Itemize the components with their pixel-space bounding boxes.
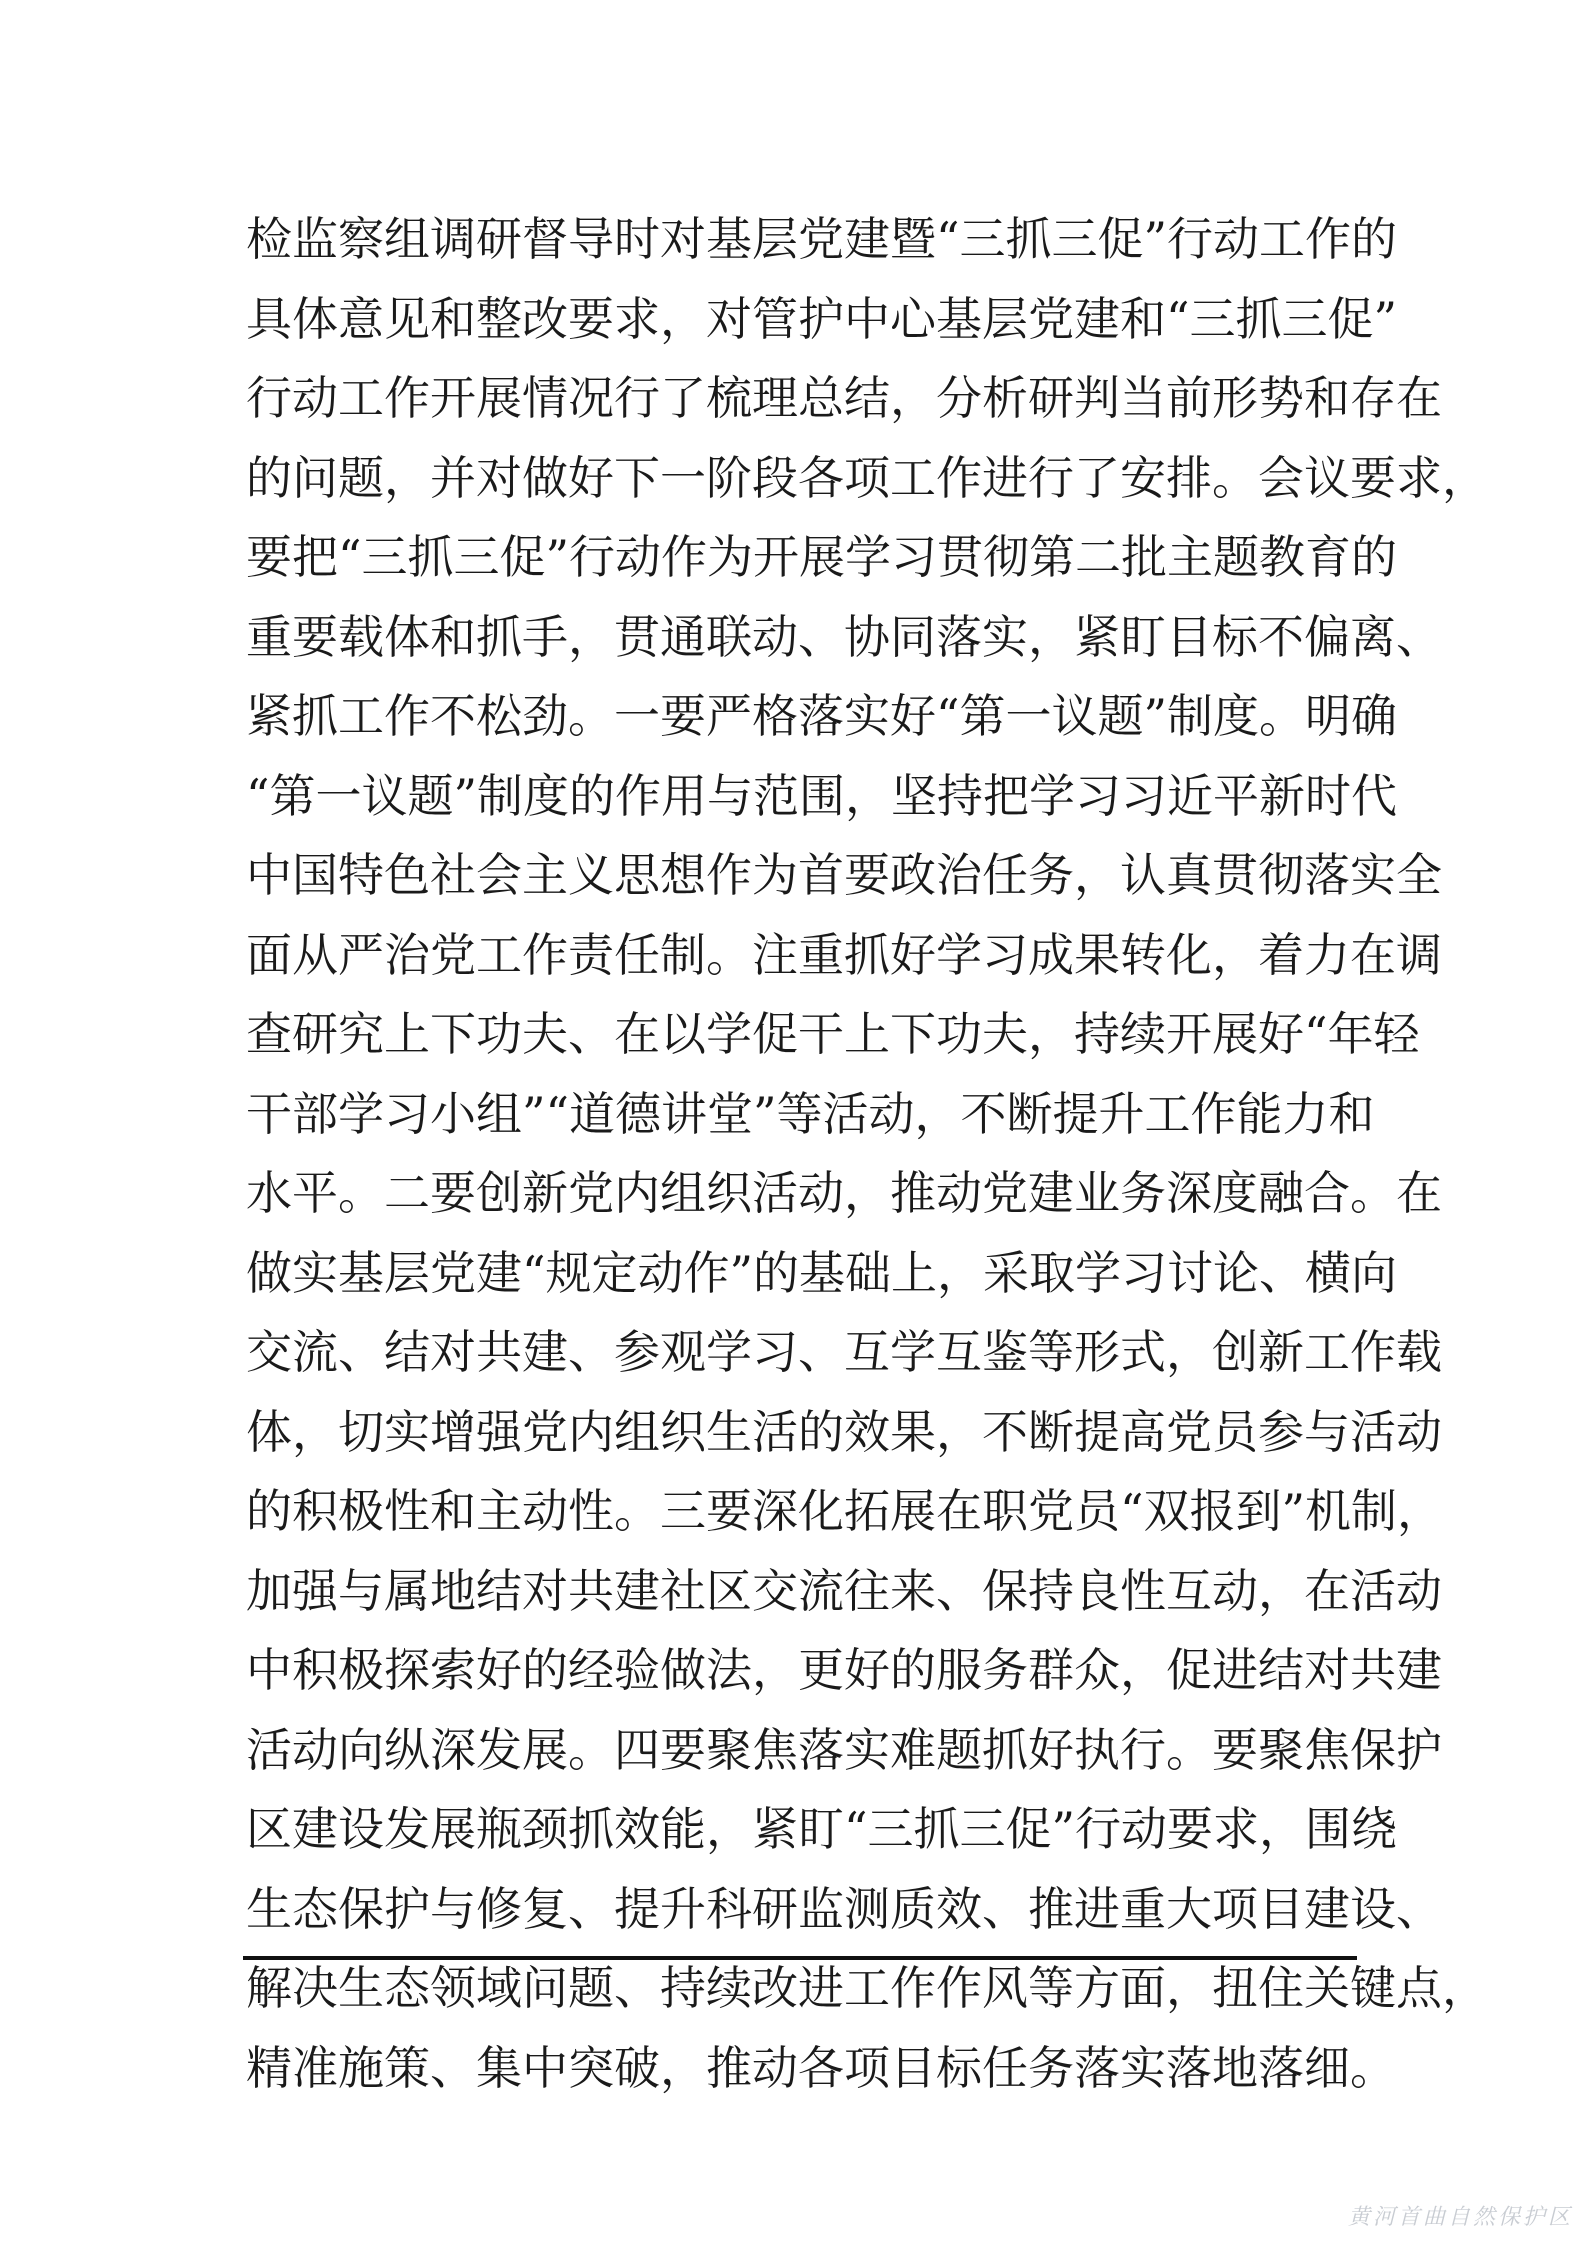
text-line: 面从严治党工作责任制。注重抓好学习成果转化，着力在调	[246, 927, 1442, 982]
text-line: 水平。二要创新党内组织活动，推动党建业务深度融合。在	[246, 1166, 1442, 1220]
text-line: 检监察组调研督导时对基层党建暨“三抓三促”行动工作的	[246, 212, 1398, 266]
text-line: 中积极探索好的经验做法，更好的服务群众，促进结对共建	[246, 1643, 1442, 1697]
text-line: “第一议题”制度的作用与范围，坚持把学习习近平新时代	[246, 768, 1398, 823]
text-line: 要把“三抓三促”行动作为开展学习贯彻第二批主题教育的	[246, 530, 1398, 584]
text-line: 重要载体和抓手，贯通联动、协同落实，紧盯目标不偏离、	[246, 609, 1442, 664]
text-line: 做实基层党建“规定动作”的基础上，采取学习讨论、横向	[246, 1245, 1398, 1300]
text-line-last: 精准施策、集中突破，推动各项目标任务落实落地落细。	[246, 2040, 1396, 2095]
end-divider-rule	[243, 1956, 1357, 1960]
text-line: 紧抓工作不松劲。一要严格落实好“第一议题”制度。明确	[246, 689, 1398, 743]
text-line: 的积极性和主动性。三要深化拓展在职党员“双报到”机制，	[246, 1484, 1444, 1538]
watermark-text: 黄河首曲自然保护区	[1347, 2205, 1573, 2230]
document-body	[246, 200, 1488, 2108]
text-line: 具体意见和整改要求，对管护中心基层党建和“三抓三促”	[246, 291, 1398, 346]
text-line: 生态保护与修复、提升科研监测质效、推进重大项目建设、	[246, 1881, 1442, 1936]
text-line: 加强与属地结对共建社区交流往来、保持良性互动，在活动	[246, 1563, 1442, 1618]
text-line: 解决生态领域问题、持续改进工作作风等方面，扭住关键点，	[246, 1961, 1488, 2015]
text-line: 交流、结对共建、参观学习、互学互鉴等形式，创新工作载	[246, 1325, 1442, 1379]
text-line: 中国特色社会主义思想作为首要政治任务，认真贯彻落实全	[246, 848, 1442, 902]
text-line: 行动工作开展情况行了梳理总结，分析研判当前形势和存在	[246, 371, 1442, 425]
text-line: 体，切实增强党内组织生活的效果，不断提高党员参与活动	[246, 1404, 1442, 1459]
text-line: 查研究上下功夫、在以学促干上下功夫，持续开展好“年轻	[246, 1007, 1420, 1061]
text-line: 区建设发展瓶颈抓效能，紧盯“三抓三促”行动要求，围绕	[246, 1802, 1398, 1856]
text-line: 活动向纵深发展。四要聚焦落实难题抓好执行。要聚焦保护	[246, 1722, 1442, 1777]
text-line: 的问题，并对做好下一阶段各项工作进行了安排。会议要求，	[246, 450, 1488, 505]
text-line: 干部学习小组”“道德讲堂”等活动，不断提升工作能力和	[246, 1086, 1375, 1141]
